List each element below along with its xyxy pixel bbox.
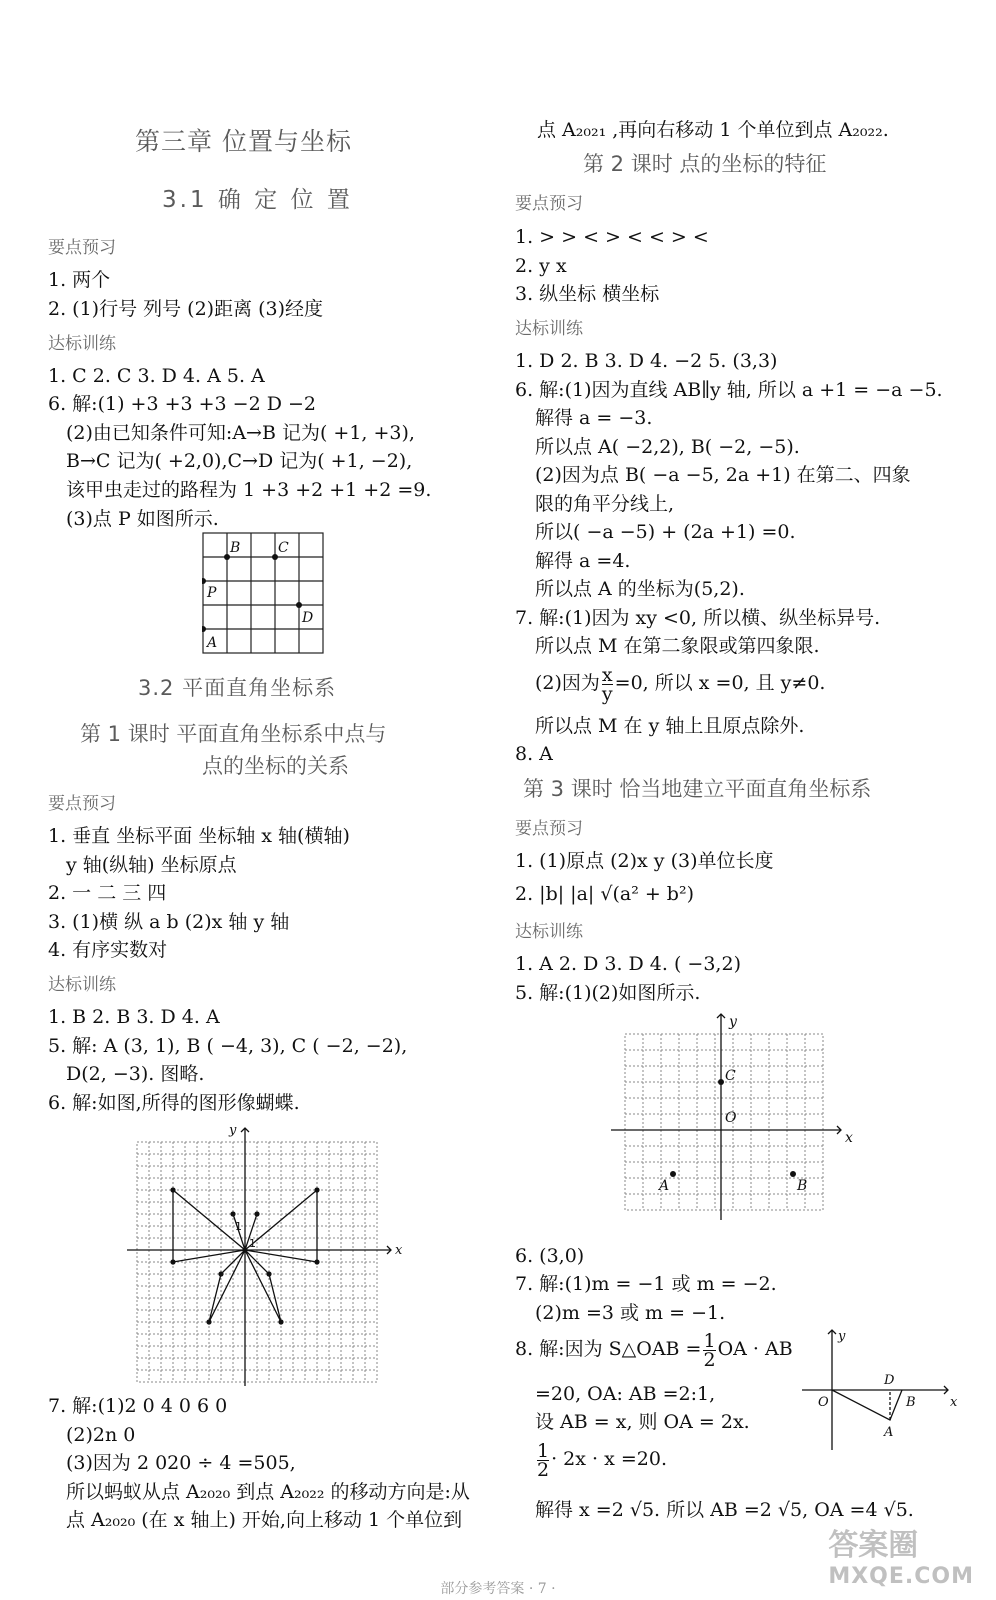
answer-line: (2)因为点 B( −a −5, 2a +1) 在第二、四象 (535, 464, 911, 486)
answer-line: 所以点 M 在 y 轴上且原点除外. (535, 715, 805, 737)
axis-y-label: y (229, 1123, 237, 1138)
answer-line: 8. A (515, 743, 553, 765)
answer-line: (2)由已知条件可知:A→B 记为( +1, +3), (66, 422, 415, 444)
numerator: x (601, 663, 613, 686)
answer-line: 7. 解:(1)因为 xy <0, 所以横、纵坐标异号. (515, 607, 881, 629)
unit-one-x: 1 (249, 1237, 256, 1250)
subheading-training: 达标训练 (515, 922, 583, 942)
lesson1-title-cont: 点的坐标的关系 (202, 754, 349, 778)
label-A: A (207, 635, 218, 651)
answer-line: 2. |b| |a| √(a² + b²) (515, 883, 694, 905)
fraction-x-over-y (601, 663, 613, 705)
answer-line: 5. 解: A (3, 1), B ( −4, 3), C ( −2, −2), (48, 1035, 408, 1057)
point-D-label: D (884, 1373, 895, 1388)
point-A-label: A (884, 1425, 894, 1440)
butterfly-figure (125, 1120, 445, 1388)
denominator: y (601, 682, 613, 705)
coordinate-grid-figure (607, 1010, 867, 1230)
answer-line: 5. 解:(1)(2)如图所示. (515, 982, 701, 1004)
answer-line: 1. 两个 (48, 269, 111, 291)
answer-line: 所以( −a −5) + (2a +1) =0. (535, 521, 796, 543)
subheading-preview: 要点预习 (515, 194, 583, 214)
lesson2-title: 第 2 课时 点的坐标的特征 (583, 152, 827, 176)
numerator: 1 (537, 1439, 550, 1462)
lesson3-title: 第 3 课时 恰当地建立平面直角坐标系 (523, 777, 872, 801)
watermark-logo (828, 1520, 974, 1589)
answer-line: 6. 解:如图,所得的图形像蝴蝶. (48, 1092, 300, 1114)
watermark-url: MXQE.COM (828, 1564, 974, 1589)
axis-y-label: y (729, 1014, 737, 1030)
text: 8. 解:因为 S△OAB = (515, 1338, 702, 1360)
answer-line: 2. 一 二 三 四 (48, 882, 167, 904)
answer-line: =20, OA: AB =2:1, (535, 1383, 716, 1405)
answer-line: 点 A₂₀₂₀ (在 x 轴上) 开始,向上移动 1 个单位到 (66, 1509, 463, 1531)
subheading-preview: 要点预习 (515, 819, 583, 839)
chapter-title: 第三章 位置与坐标 (135, 127, 352, 156)
origin-label: O (818, 1395, 829, 1410)
label-D: D (302, 610, 314, 626)
answer-line: (3)点 P 如图所示. (66, 508, 219, 530)
point-A (202, 626, 206, 632)
answer-line: 所以点 A( −2,2), B( −2, −5). (535, 436, 800, 458)
answer-line: 4. 有序实数对 (48, 939, 168, 961)
answer-line: (3)因为 2 020 ÷ 4 =505, (66, 1452, 296, 1474)
label-B: B (230, 540, 241, 556)
answer-line: 7. 解:(1)m = −1 或 m = −2. (515, 1273, 777, 1295)
answer-line: 6. 解:(1)因为直线 AB∥y 轴, 所以 a +1 = −a −5. (515, 379, 943, 401)
subheading-training: 达标训练 (515, 319, 583, 339)
answer-line: 7. 解:(1)2 0 4 0 6 0 (48, 1395, 228, 1417)
answer-line: B→C 记为( +2,0),C→D 记为( +1, −2), (66, 450, 413, 472)
answer-line: 1. (1)原点 (2)x y (3)单位长度 (515, 850, 774, 872)
point-P (202, 578, 206, 584)
lesson1-title: 第 1 课时 平面直角坐标系中点与 (80, 722, 387, 746)
answer-line: 1. > > < > < < > < (515, 226, 709, 248)
answer-line: 6. (3,0) (515, 1245, 585, 1267)
fraction-one-half (703, 1329, 716, 1371)
answer-line-fraction (515, 1330, 793, 1369)
answer-line-fraction (535, 1440, 667, 1479)
unit-one-y: 1 (235, 1220, 242, 1233)
point-B-label: B (906, 1395, 916, 1410)
answer-line: 所以点 A 的坐标为(5,2). (535, 578, 745, 600)
answer-line: 设 AB = x, 则 OA = 2x. (535, 1411, 750, 1433)
text: =0, 所以 x =0, 且 y≠0. (614, 672, 826, 694)
answer-line: 该甲虫走过的路程为 1 +3 +2 +1 +2 =9. (66, 479, 432, 501)
denominator: 2 (703, 1348, 716, 1371)
denominator: 2 (537, 1458, 550, 1481)
answer-line: D(2, −3). 图略. (66, 1063, 205, 1085)
triangle-figure (798, 1326, 958, 1456)
text: · 2x · x =20. (551, 1448, 667, 1470)
answer-line: 所以蚂蚁从点 A₂₀₂₀ 到点 A₂₀₂₂ 的移动方向是:从 (66, 1481, 470, 1503)
origin-label: O (725, 1110, 737, 1126)
watermark-main: 答案圈 (828, 1528, 919, 1563)
answer-line: 2. y x (515, 255, 567, 277)
answer-line: 解得 a = −3. (535, 407, 653, 429)
answer-line: 1. A 2. D 3. D 4. ( −3,2) (515, 953, 741, 975)
axis-x-label: x (950, 1395, 958, 1410)
label-C: C (278, 540, 289, 556)
answer-line: (2)m =3 或 m = −1. (535, 1302, 726, 1324)
answer-line: 3. (1)横 纵 a b (2)x 轴 y 轴 (48, 911, 290, 933)
subheading-training: 达标训练 (48, 334, 116, 354)
page-footer: 部分参考答案 · 7 · (440, 1581, 556, 1597)
answer-line: y 轴(纵轴) 坐标原点 (66, 854, 237, 876)
answer-line: 解得 x =2 √5. 所以 AB =2 √5, OA =4 √5. (535, 1499, 914, 1521)
grid-figure-1 (202, 532, 327, 657)
text: (2)因为 (535, 672, 600, 694)
section-title-3-1: 3.1 确 定 位 置 (162, 187, 353, 213)
answer-line: 2. (1)行号 列号 (2)距离 (3)经度 (48, 298, 324, 320)
point-B-label: B (797, 1178, 808, 1194)
answer-line: 3. 纵坐标 横坐标 (515, 283, 660, 305)
fraction-one-half (537, 1439, 550, 1481)
answer-line: (2)2n 0 (66, 1424, 136, 1446)
axis-y-label: y (838, 1329, 846, 1344)
answer-line: 1. D 2. B 3. D 4. −2 5. (3,3) (515, 350, 778, 372)
point-C-label: C (725, 1068, 736, 1084)
answer-line: 点 A₂₀₂₁ ,再向右移动 1 个单位到点 A₂₀₂₂. (537, 119, 889, 141)
answer-line: 1. 垂直 坐标平面 坐标轴 x 轴(横轴) (48, 825, 350, 847)
answer-line: 1. B 2. B 3. D 4. A (48, 1006, 220, 1028)
subheading-preview: 要点预习 (48, 238, 116, 258)
label-P: P (207, 585, 217, 601)
point-A-label: A (659, 1178, 670, 1194)
answer-line: 所以点 M 在第二象限或第四象限. (535, 635, 820, 657)
text: OA · AB (717, 1338, 793, 1360)
answer-line: 6. 解:(1) +3 +3 +3 −2 D −2 (48, 393, 316, 415)
section-title-3-2: 3.2 平面直角坐标系 (138, 676, 337, 700)
subheading-training: 达标训练 (48, 975, 116, 995)
answer-line: 限的角平分线上, (535, 493, 675, 515)
numerator: 1 (703, 1329, 716, 1352)
subheading-preview: 要点预习 (48, 794, 116, 814)
point-D (296, 602, 302, 608)
axis-x-label: x (395, 1243, 403, 1258)
answer-line-fraction (535, 664, 825, 703)
answer-line: 解得 a =4. (535, 550, 631, 572)
answer-line: 1. C 2. C 3. D 4. A 5. A (48, 365, 265, 387)
axis-x-label: x (845, 1130, 853, 1146)
